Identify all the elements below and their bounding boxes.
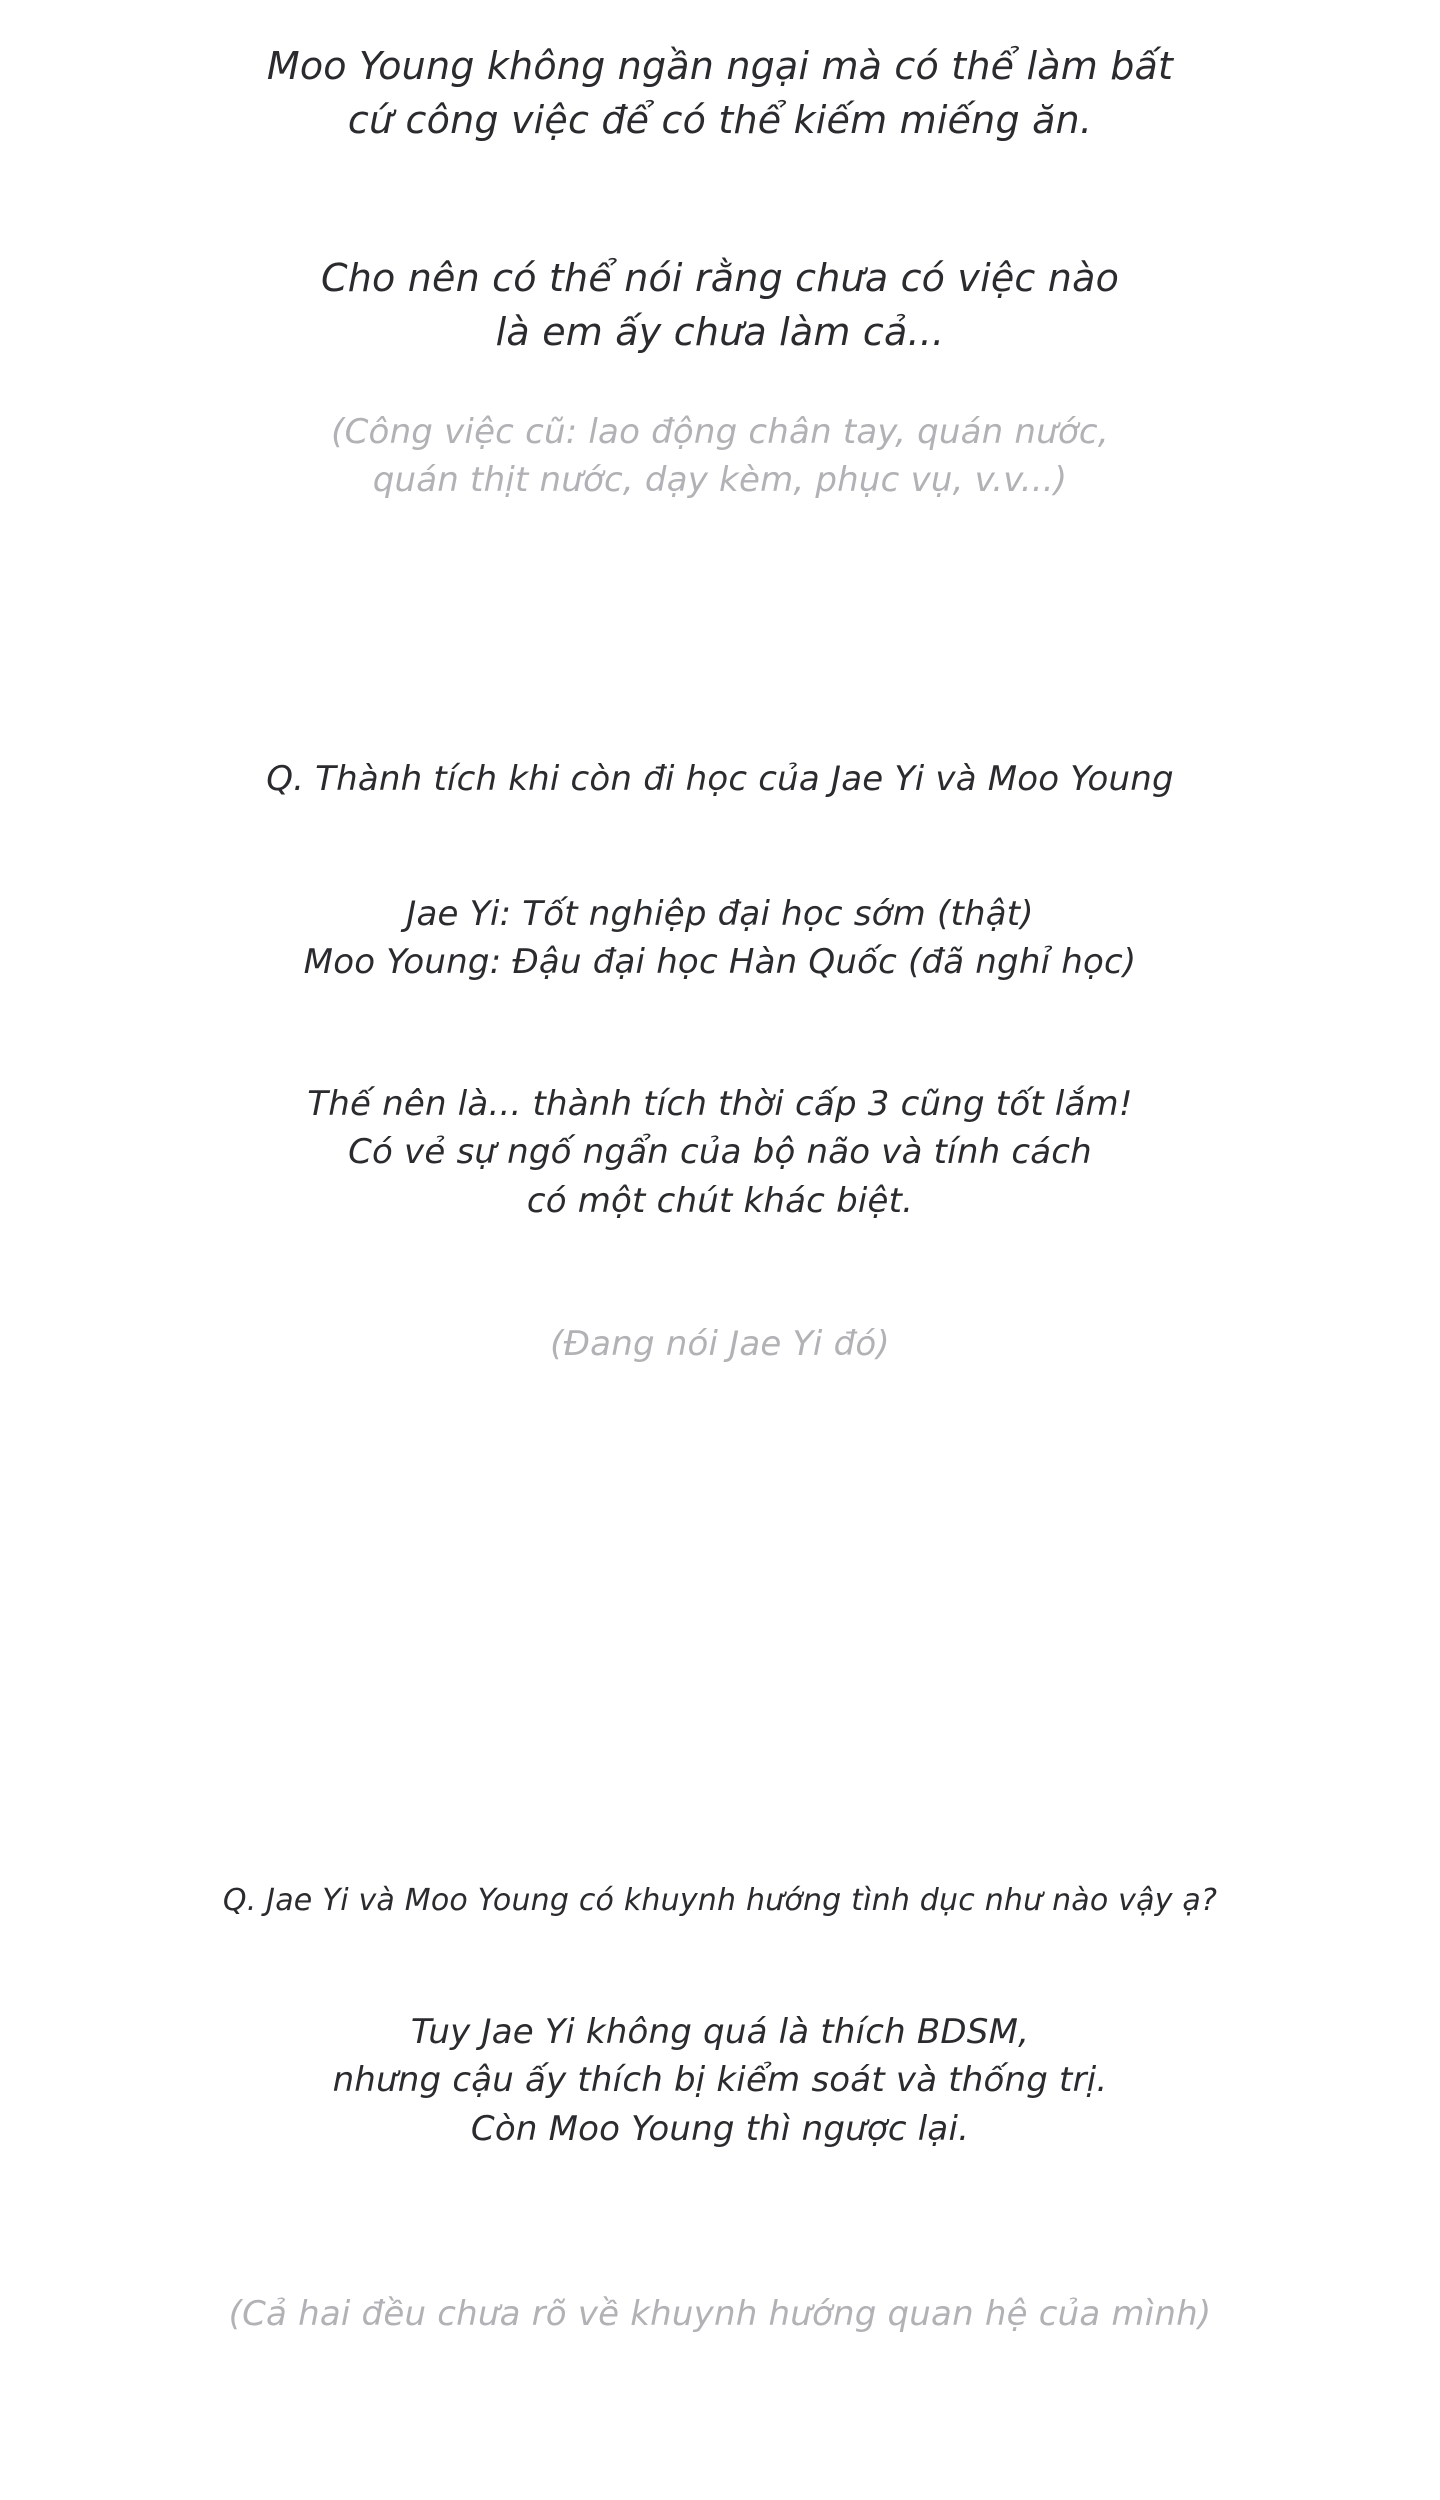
answer-1 (0, 890, 1440, 987)
question-2-line-1: Q. Jae Yi và Moo Young có khuynh hướng tình dục như nào vậy ạ? (222, 1883, 1218, 1918)
answer-1b-line-2: Có vẻ sự ngố ngẩn của bộ não và tính cách (348, 1132, 1092, 1173)
intro-note-line-1: (Công việc cũ: lao động chân tay, quán nước, (331, 412, 1109, 452)
answer-1b-line-3: có một chút khác biệt. (526, 1180, 914, 1221)
intro-line-1: Moo Young không ngần ngại mà có thể làm bất (266, 44, 1174, 88)
answer-1-detail (0, 1080, 1440, 1225)
answer-2-line-2: nhưng cậu ấy thích bị kiểm soát và thống trị. (332, 2060, 1108, 2101)
answer-1-line-1: Jae Yi: Tốt nghiệp đại học sớm (thật) (406, 894, 1034, 934)
answer-1-note-line-1: (Đang nói Jae Yi đó) (550, 1324, 890, 1364)
intro-note-line-2: quán thịt nước, dạy kèm, phục vụ, v.v...) (372, 460, 1068, 501)
intro-line-2: cứ công việc để có thể kiếm miếng ăn. (347, 97, 1093, 142)
answer-1-line-2: Moo Young: Đậu đại học Hàn Quốc (đã nghỉ học) (303, 942, 1137, 983)
answer-2-note-line-1: (Cả hai đều chưa rõ về khuynh hướng quan hệ của mình) (228, 2294, 1212, 2334)
answer-2-line-1: Tuy Jae Yi không quá là thích BDSM, (410, 2012, 1030, 2052)
answer-1-note (0, 1320, 1440, 1368)
question-1-line-1: Q. Thành tích khi còn đi học của Jae Yi và Moo Young (266, 759, 1174, 799)
question-2 (0, 1880, 1440, 1923)
intro2-line-2: là em ấy chưa làm cả... (495, 309, 945, 354)
answer-2-line-3: Còn Moo Young thì ngược lại. (470, 2108, 970, 2149)
intro-paragraph (0, 40, 1440, 148)
answer-1b-line-1: Thế nên là... thành tích thời cấp 3 cũng tốt lắm! (307, 1084, 1133, 1124)
intro2-line-1: Cho nên có thể nói rằng chưa có việc nào (320, 256, 1120, 300)
question-1 (0, 755, 1440, 803)
intro-note (0, 408, 1440, 505)
answer-2-note (0, 2290, 1440, 2338)
answer-2 (0, 2008, 1440, 2153)
intro-paragraph-2 (0, 252, 1440, 360)
